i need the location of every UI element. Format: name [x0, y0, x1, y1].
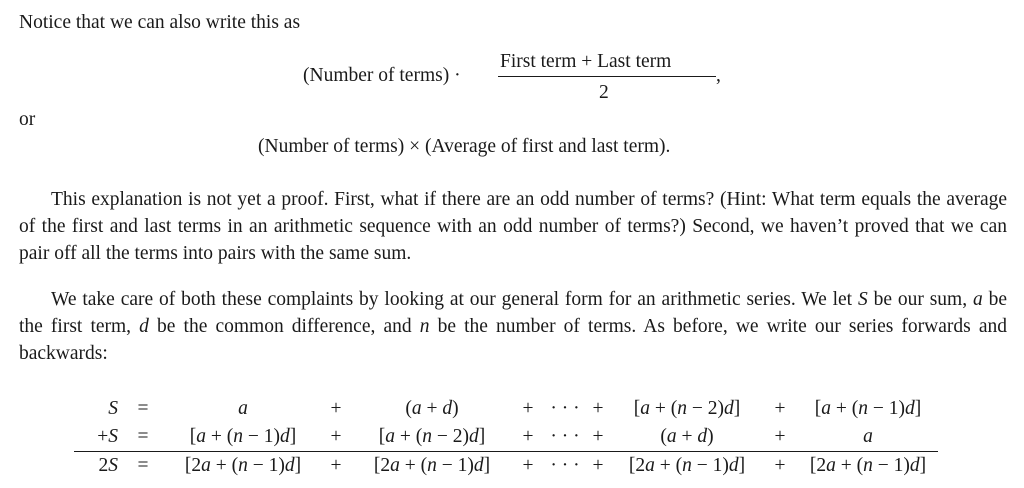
fraction-bar — [498, 76, 716, 77]
paragraph-explanation: This explanation is not yet a proof. First, what if there are an odd number of terms? (Hint: What term equals the average of the first and last terms in an arithmetic sequence with an odd number of terms?) Second, we haven’t proved that we can pair off all the terms into pairs with the same sum. — [19, 189, 1007, 264]
equation-lhs: +S — [97, 426, 118, 447]
para2-text-4: be the common difference, and — [148, 316, 420, 337]
series-sum-equation-array — [74, 395, 938, 480]
equation-plus-2: + — [522, 398, 534, 419]
para2-text-1: We take care of both these complaints by looking at our general form for an arithmetic series. We let — [51, 289, 858, 310]
equation-term-1: [a + (n − 1)d] — [189, 426, 297, 447]
equation-row — [74, 395, 938, 423]
or-text: or — [19, 109, 36, 130]
equation-row — [74, 452, 938, 481]
equation-lhs: S — [108, 398, 118, 419]
equation-term-3: [a + (n − 2)d] — [633, 398, 741, 419]
equation-plus-3: + — [592, 398, 604, 419]
equation-plus-3: + — [584, 452, 612, 481]
var-d: d — [139, 316, 149, 337]
formula-left-factor: (Number of terms) · — [303, 65, 461, 86]
fraction-denominator: 2 — [599, 82, 609, 103]
equation-ellipsis: · · · — [550, 398, 580, 419]
formula-number-times-average-text: (Number of terms) × (Average of first and last term). — [258, 136, 671, 157]
equation-plus-1: + — [330, 398, 342, 419]
formula-trailing-comma: , — [716, 65, 721, 86]
equation-plus-1: + — [330, 426, 342, 447]
equation-plus-2: + — [522, 426, 534, 447]
equation-ellipsis: · · · — [546, 452, 584, 481]
equation-term-1: a — [238, 398, 248, 419]
equation-term-4: [2a + (n − 1)d] — [798, 452, 938, 481]
equation-plus-2: + — [510, 452, 546, 481]
equation-lhs: 2S — [74, 452, 118, 481]
var-a: a — [972, 289, 983, 310]
intro-text: Notice that we can also write this as — [19, 12, 301, 33]
equation-plus-4: + — [774, 398, 786, 419]
equation-term-2: (a + d) — [405, 398, 459, 419]
equation-equals: = — [137, 426, 149, 447]
paragraph-general-form — [19, 286, 1007, 367]
var-S: S — [857, 289, 868, 310]
equation-ellipsis: · · · — [550, 426, 580, 447]
equation-term-4: [a + (n − 1)d] — [814, 398, 922, 419]
equation-term-2: [a + (n − 2)d] — [378, 426, 486, 447]
var-n: n — [419, 316, 430, 337]
para2-text-3: be the first term, — [19, 289, 1007, 337]
equation-plus-4: + — [762, 452, 798, 481]
equation-plus-3: + — [592, 426, 604, 447]
equation-plus-1: + — [318, 452, 354, 481]
fraction-numerator: First term + Last term — [500, 51, 672, 72]
equation-term-3: (a + d) — [660, 426, 714, 447]
equation-plus-4: + — [774, 426, 786, 447]
para2-text-5: be the number of terms. As before, we write our series forwards and backwards: — [19, 316, 1007, 364]
para2-text-2: be our sum, — [867, 289, 973, 310]
equation-equals: = — [118, 452, 168, 481]
equation-term-1: [2a + (n − 1)d] — [168, 452, 318, 481]
equation-term-2: [2a + (n − 1)d] — [354, 452, 510, 481]
equation-row — [74, 423, 938, 452]
equation-equals: = — [137, 398, 149, 419]
equation-term-4: a — [863, 426, 873, 447]
equation-term-3: [2a + (n − 1)d] — [612, 452, 762, 481]
